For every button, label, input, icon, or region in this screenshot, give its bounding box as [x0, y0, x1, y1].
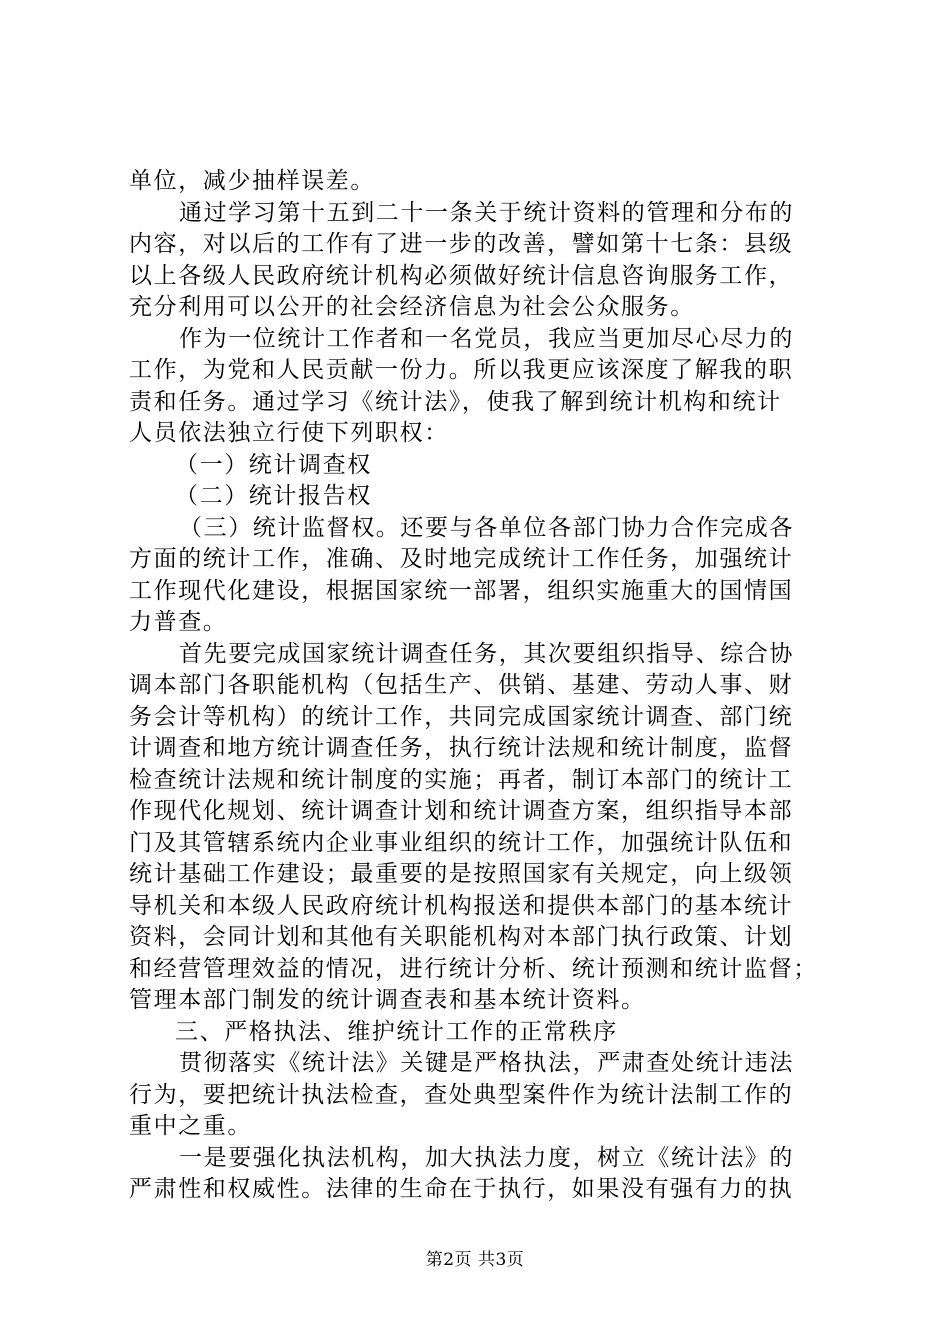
text-line: 严肃性和权威性。法律的生命在于执行，如果没有强有力的执: [129, 1176, 794, 1202]
text-line: 和经营管理效益的情况，进行统计分析、统计预测和统计监督；: [129, 955, 818, 982]
text-line: 三、严格执法、维护统计工作的正常秩序: [175, 1018, 618, 1045]
text-line: 计调查和地方统计调查任务，执行统计法规和统计制度，监督: [129, 735, 794, 761]
text-line: 贯彻落实《统计法》关键是严格执法，严肃查处统计违法: [179, 1050, 794, 1076]
text-line: 一是要强化执法机构，加大执法力度，树立《统计法》的: [179, 1144, 794, 1171]
text-line: 作为一位统计工作者和一名党员，我应当更加尽心尽力的: [179, 325, 794, 352]
text-line: 作现代化规划、统计调查计划和统计调查方案，组织指导本部: [129, 798, 794, 824]
document-body: [129, 166, 831, 1206]
text-line: 务会计等机构）的统计工作，共同完成国家统计调查、部门统: [129, 703, 794, 730]
text-line: 资料，会同计划和其他有关职能机构对本部门执行政策、计划: [129, 924, 794, 950]
text-line: 管理本部门制发的统计调查表和基本统计资料。: [129, 987, 646, 1013]
text-line: 责和任务。通过学习《统计法》，使我了解到统计机构和统计: [129, 388, 782, 415]
text-line: 门及其管辖系统内企业事业组织的统计工作，加强统计队伍和: [129, 829, 794, 856]
text-line: 工作，为党和人民贡献一份力。所以我更应该深度了解我的职: [129, 357, 794, 383]
text-line: 统计基础工作建设；最重要的是按照国家有关规定，向上级领: [129, 861, 794, 887]
text-line: （一）统计调查权: [175, 451, 372, 478]
text-line: （三）统计监督权。还要与各单位各部门协力合作完成各: [179, 514, 794, 541]
text-line: （二）统计报告权: [175, 483, 372, 509]
text-line: 检查统计法规和统计制度的实施；再者，制订本部门的统计工: [129, 766, 794, 793]
text-line: 单位，减少抽样误差。: [129, 168, 375, 194]
text-line: 充分利用可以公开的社会经济信息为社会公众服务。: [129, 294, 695, 320]
text-line: 调本部门各职能机构（包括生产、供销、基建、劳动人事、财: [129, 672, 794, 698]
text-line: 力普查。: [129, 609, 228, 635]
text-line: 工作现代化建设，根据国家统一部署，组织实施重大的国情国: [129, 577, 794, 604]
text-line: 通过学习第十五到二十一条关于统计资料的管理和分布的: [179, 199, 794, 226]
text-line: 行为，要把统计执法检查，查处典型案件作为统计法制工作的: [129, 1081, 794, 1108]
text-line: 方面的统计工作，准确、及时地完成统计工作任务，加强统计: [129, 546, 794, 572]
text-line: 内容，对以后的工作有了进一步的改善，譬如第十七条：县级: [129, 231, 794, 257]
text-line: 重中之重。: [129, 1113, 252, 1139]
text-line: 以上各级人民政府统计机构必须做好统计信息咨询服务工作，: [129, 262, 794, 289]
text-line: 人员依法独立行使下列职权：: [129, 420, 449, 446]
text-line: 导机关和本级人民政府统计机构报送和提供本部门的基本统计: [129, 892, 794, 919]
text-line: 首先要完成国家统计调查任务，其次要组织指导、综合协: [179, 640, 794, 667]
page-footer: 第2页 共3页: [425, 1250, 525, 1270]
